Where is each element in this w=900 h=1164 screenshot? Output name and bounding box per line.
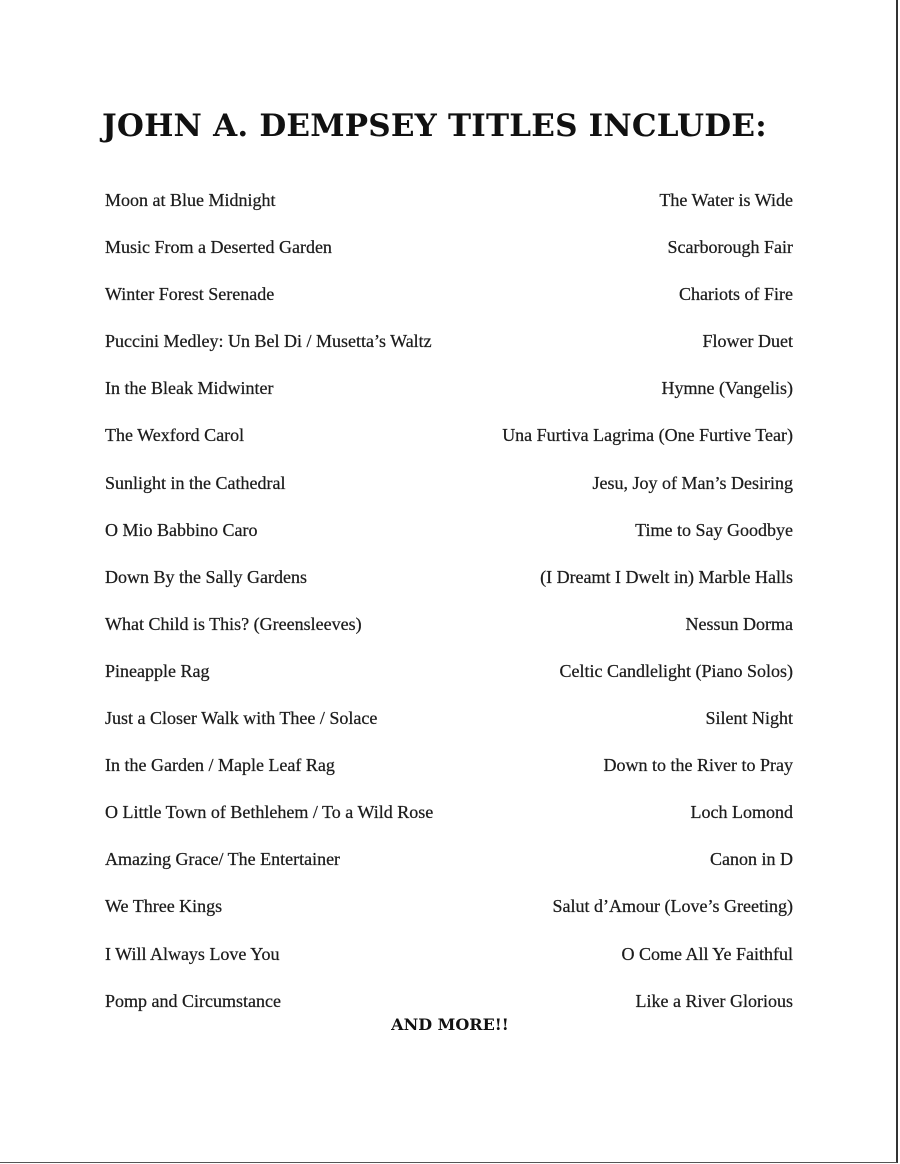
- title-left: In the Bleak Midwinter: [105, 378, 274, 399]
- title-right: Salut d’Amour (Love’s Greeting): [552, 896, 793, 917]
- title-row: [105, 188, 793, 235]
- title-right: Like a River Glorious: [635, 990, 793, 1011]
- title-row: [105, 800, 793, 847]
- title-right: Jesu, Joy of Man’s Desiring: [592, 472, 793, 493]
- title-left: In the Garden / Maple Leaf Rag: [105, 755, 335, 776]
- title-left: Puccini Medley: Un Bel Di / Musetta’s Waltz: [105, 331, 432, 352]
- title-left: O Mio Babbino Caro: [105, 519, 258, 540]
- title-row: [105, 847, 793, 894]
- title-left: Moon at Blue Midnight: [105, 190, 276, 210]
- title-row: [105, 565, 793, 612]
- titles-list: [105, 188, 793, 1036]
- title-right: Canon in D: [710, 849, 793, 870]
- title-right: Loch Lomond: [690, 802, 793, 823]
- title-left: I Will Always Love You: [105, 943, 280, 964]
- title-row: [105, 894, 793, 941]
- title-row: [105, 659, 793, 706]
- title-row: [105, 329, 793, 376]
- title-left: Pineapple Rag: [105, 660, 210, 681]
- title-right: Celtic Candlelight (Piano Solos): [559, 660, 793, 681]
- page-heading: JOHN A. DEMPSEY TITLES INCLUDE:: [102, 108, 767, 144]
- title-row: [105, 753, 793, 800]
- title-right: Down to the River to Pray: [603, 755, 793, 776]
- title-right: The Water is Wide: [659, 190, 793, 210]
- title-right: Chariots of Fire: [679, 284, 793, 305]
- title-right: Hymne (Vangelis): [661, 378, 793, 399]
- title-right: O Come All Ye Faithful: [621, 943, 793, 964]
- title-left: Music From a Deserted Garden: [105, 237, 332, 258]
- title-row: [105, 942, 793, 989]
- title-row: [105, 706, 793, 753]
- title-left: Just a Closer Walk with Thee / Solace: [105, 708, 378, 729]
- title-left: We Three Kings: [105, 896, 223, 917]
- title-row: [105, 612, 793, 659]
- title-left: Winter Forest Serenade: [105, 284, 275, 305]
- title-row: [105, 376, 793, 423]
- title-left: Amazing Grace/ The Entertainer: [105, 849, 341, 870]
- title-row: [105, 518, 793, 565]
- title-row: [105, 235, 793, 282]
- title-right: Silent Night: [705, 708, 793, 729]
- title-left: What Child is This? (Greensleeves): [105, 613, 362, 634]
- title-right: Una Furtiva Lagrima (One Furtive Tear): [502, 425, 793, 446]
- title-left: Down By the Sally Gardens: [105, 566, 307, 587]
- title-right: (I Dreamt I Dwelt in) Marble Halls: [540, 566, 793, 587]
- title-right: Time to Say Goodbye: [635, 519, 793, 540]
- title-left: O Little Town of Bethlehem / To a Wild Rose: [105, 802, 434, 823]
- title-left: The Wexford Carol: [105, 425, 245, 446]
- title-row: [105, 282, 793, 329]
- title-right: Flower Duet: [702, 331, 793, 352]
- title-row: [105, 423, 793, 470]
- title-right: Scarborough Fair: [667, 237, 793, 258]
- title-row: [105, 471, 793, 518]
- title-left: Pomp and Circumstance: [105, 990, 281, 1011]
- and-more-note: AND MORE!!: [391, 1015, 509, 1034]
- title-left: Sunlight in the Cathedral: [105, 472, 286, 493]
- title-right: Nessun Dorma: [685, 613, 793, 634]
